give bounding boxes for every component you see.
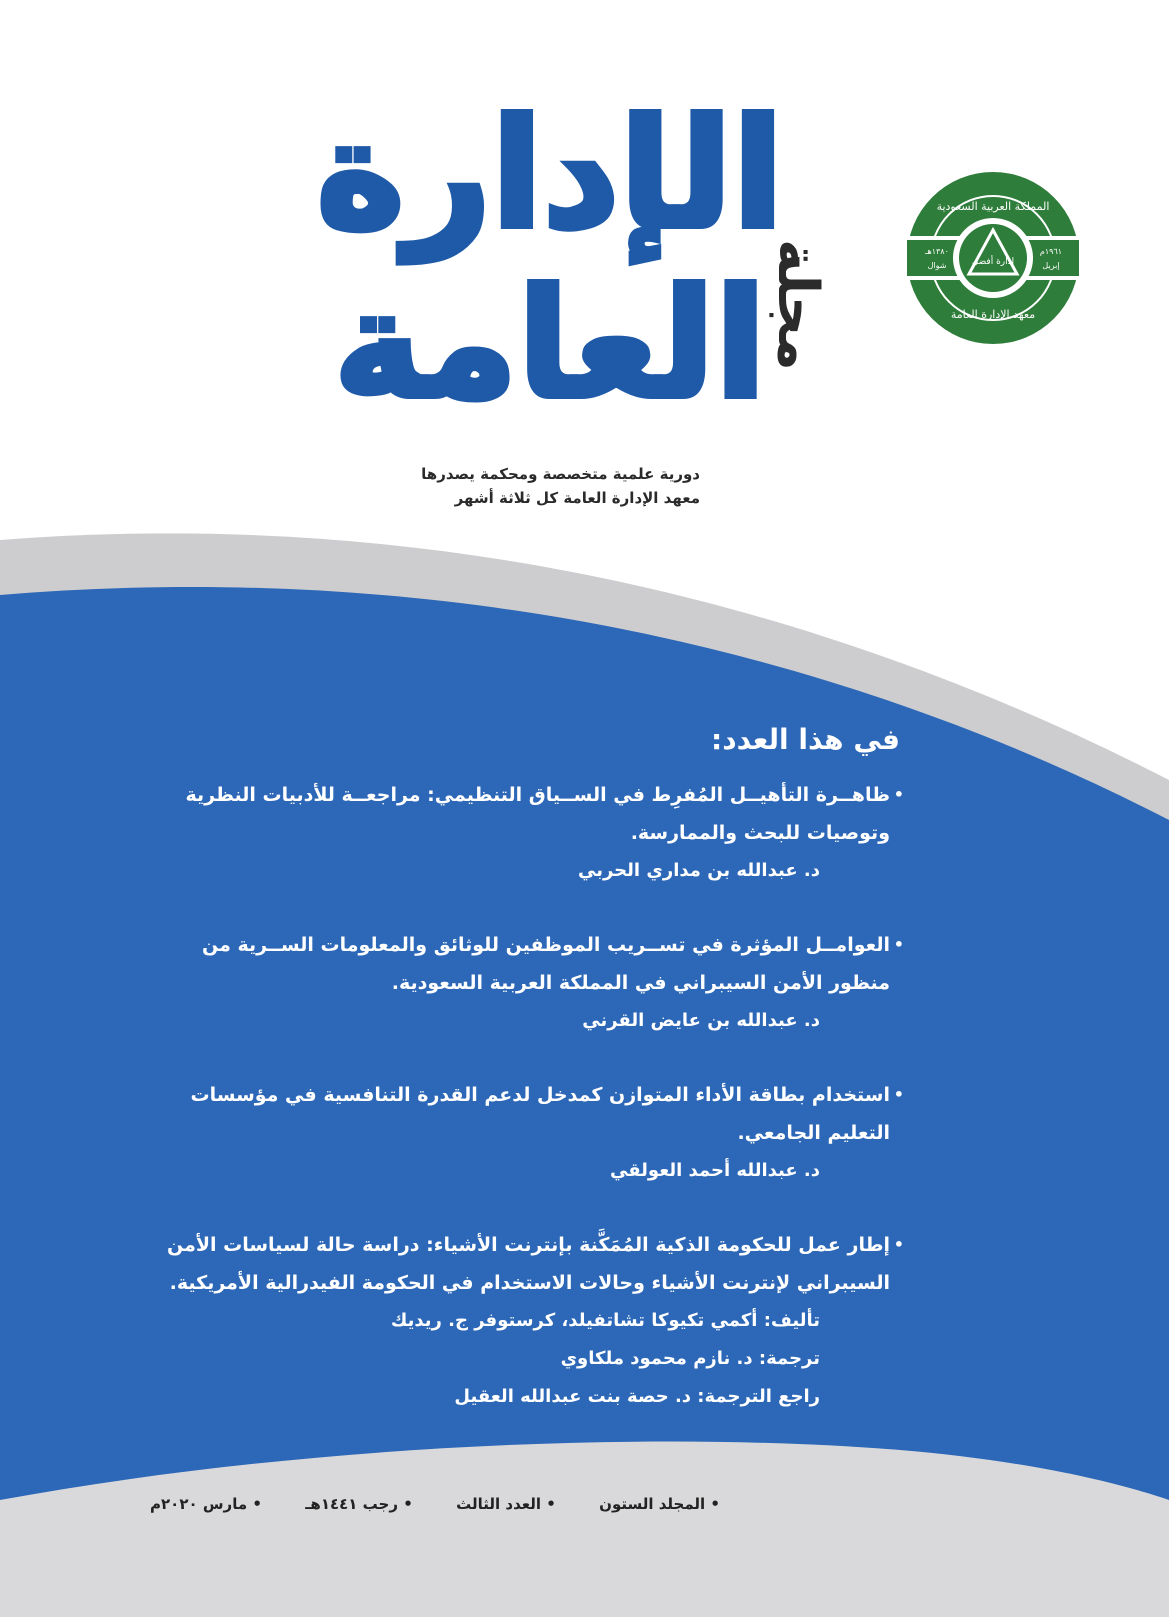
article-title-text: استخدام بطاقة الأداء المتوازن كمدخل لدعم القدرة التنافسية في مؤسسات التعليم الجامعي. [190, 1084, 890, 1144]
journal-subtitle [370, 462, 700, 510]
article-title [155, 776, 910, 852]
subtitle-line-2: معهد الإدارة العامة كل ثلاثة أشهر [454, 489, 700, 507]
seal-date-right-2: إبريل [1042, 261, 1060, 270]
seal-top-text: المملكة العربية السعودية [936, 200, 1050, 213]
bullet-icon: • [893, 1235, 904, 1254]
institute-seal-logo [905, 170, 1081, 346]
article-item [155, 1226, 910, 1416]
article-translation-credit: ترجمة: د. نازم محمود ملكاوي [560, 1348, 820, 1369]
article-item [155, 1076, 910, 1190]
title-line-1: الإدارة [316, 88, 784, 262]
article-title-text: ظاهــرة التأهيــل المُفرِط في الســياق التنظيمي: مراجعــة للأدبيات النظرية وتوصيات للبحث والممارسة. [185, 784, 890, 844]
magazine-word: مجلة [765, 239, 830, 371]
article-title [155, 1226, 910, 1302]
hijri-date-label: • رجب ١٤٤١هـ [305, 1495, 413, 1513]
article-authors-credit: تأليف: أكمي تكيوكا تشاتفيلد، كرستوفر ج. ريديك [390, 1310, 820, 1331]
article-author: د. عبدالله بن مداري الحربي [578, 860, 820, 881]
seal-date-right-1: ١٩٦١م [1039, 247, 1063, 256]
article-title [155, 1076, 910, 1152]
article-title-text: العوامــل المؤثرة في تســريب الموظفين للوثائق والمعلومات الســرية من منظور الأمن السيبراني في المملكة العربية السعودية. [201, 934, 890, 994]
bullet-icon: • [893, 935, 904, 954]
issue-contents [155, 720, 910, 1452]
journal-title [290, 55, 830, 455]
contents-heading: في هذا العدد: [711, 723, 900, 756]
article-title-text: إطار عمل للحكومة الذكية المُمَكَّنة بإنترنت الأشياء: دراسة حالة لسياسات الأمن السيبراني لإنترنت الأشياء وحالات الاستخدام في الحكومة الفيدرالية الأمريكية. [167, 1234, 890, 1294]
article-item [155, 926, 910, 1040]
bullet-icon: • [893, 1085, 904, 1104]
bullet-icon: • [893, 785, 904, 804]
issue-number-label: • العدد الثالث [456, 1495, 556, 1513]
gregorian-date-label: • مارس ٢٠٢٠م [150, 1495, 262, 1513]
volume-label: • المجلد الستون [599, 1495, 720, 1513]
article-author: د. عبدالله أحمد العولقي [609, 1160, 820, 1181]
seal-date-left-1: ١٣٨٠هـ [925, 247, 949, 256]
seal-date-left-2: شوال [927, 261, 947, 270]
subtitle-line-1: دورية علمية متخصصة ومحكمة يصدرها [421, 465, 700, 483]
article-author: د. عبدالله بن عايض القرني [582, 1010, 820, 1031]
article-review-credit: راجع الترجمة: د. حصة بنت عبدالله العقيل [454, 1386, 820, 1407]
title-line-2: العامة [333, 258, 767, 432]
article-title [155, 926, 910, 1002]
seal-center-text: إدارة أفضل [971, 257, 1015, 267]
seal-bottom-text: معهد الإدارة العامة [950, 308, 1036, 321]
issue-footer [150, 1495, 720, 1513]
article-item [155, 776, 910, 890]
